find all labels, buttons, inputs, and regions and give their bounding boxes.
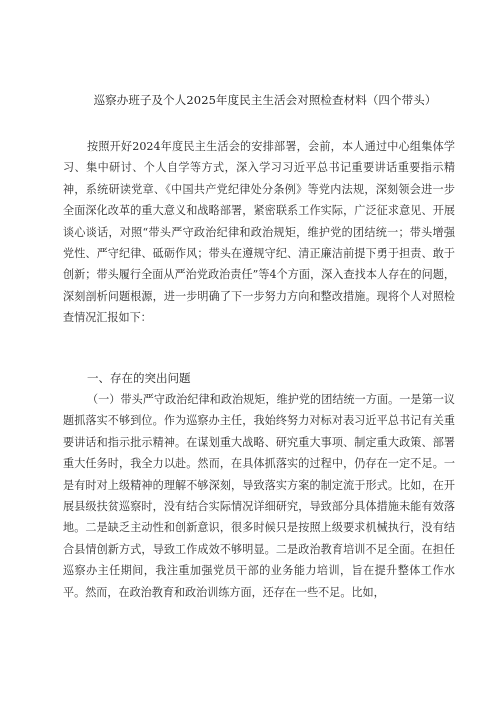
section-heading: 一、存在的突出问题 bbox=[87, 371, 191, 385]
intro-paragraph: 按照开好2024年度民主生活会的安排部署，会前，本人通过中心组集体学习、集中研讨、个人自学等方式，深入学习习近平总书记重要讲话重要指示精神，系统研读党章、《中国共产党纪律处分条例》等党内法规，深刻领会进一步全面深化改革的重大意义和战略部署，紧密联系工作实际，广泛征求意见、开展谈心谈话，对照“带头严守政治纪律和政治规矩，维护党的团结统一；带头增强党性、严守纪律、砥砺作风；带头在遵规守纪、清正廉洁前提下勇于担责、敢于创新；带头履行全面从严治党政治责任”等4个方面，深入查找本人存在的问题，深刻剖析问题根源，进一步明确了下一步努力方向和整改措施。现将个人对照检查情况汇报如下： bbox=[63, 140, 455, 325]
document-title: 巡察办班子及个人2025年度民主生活会对照检查材料（四个带头） bbox=[93, 93, 437, 107]
section-paragraph: （一）带头严守政治纪律和政治规矩，维护党的团结统一方面。一是第一议题抓落实不够到位。作为巡察办主任，我始终努力对标对表习近平总书记有关重要讲话和指示批示精神。在谋划重大战略、研究重大事项、制定重大政策、部署重大任务时，我全力以赴。然而，在具体抓落实的过程中，仍存在一定不足。一是有时对上级精神的理解不够深刻，导致落实方案的制定流于形式。比如，在开展县级扶贫巡察时，没有结合实际情况详细研究，导致部分具体措施未能有效落地。二是缺乏主动性和创新意识，很多时候只是按照上级要求机械执行，没有结合县情创新方式，导致工作成效不够明显。二是政治教育培训不足全面。在担任巡察办主任期间，我注重加强党员干部的业务能力培训，旨在提升整体工作水平。然而，在政治教育和政治训练方面，还存在一些不足。比如， bbox=[63, 393, 455, 599]
